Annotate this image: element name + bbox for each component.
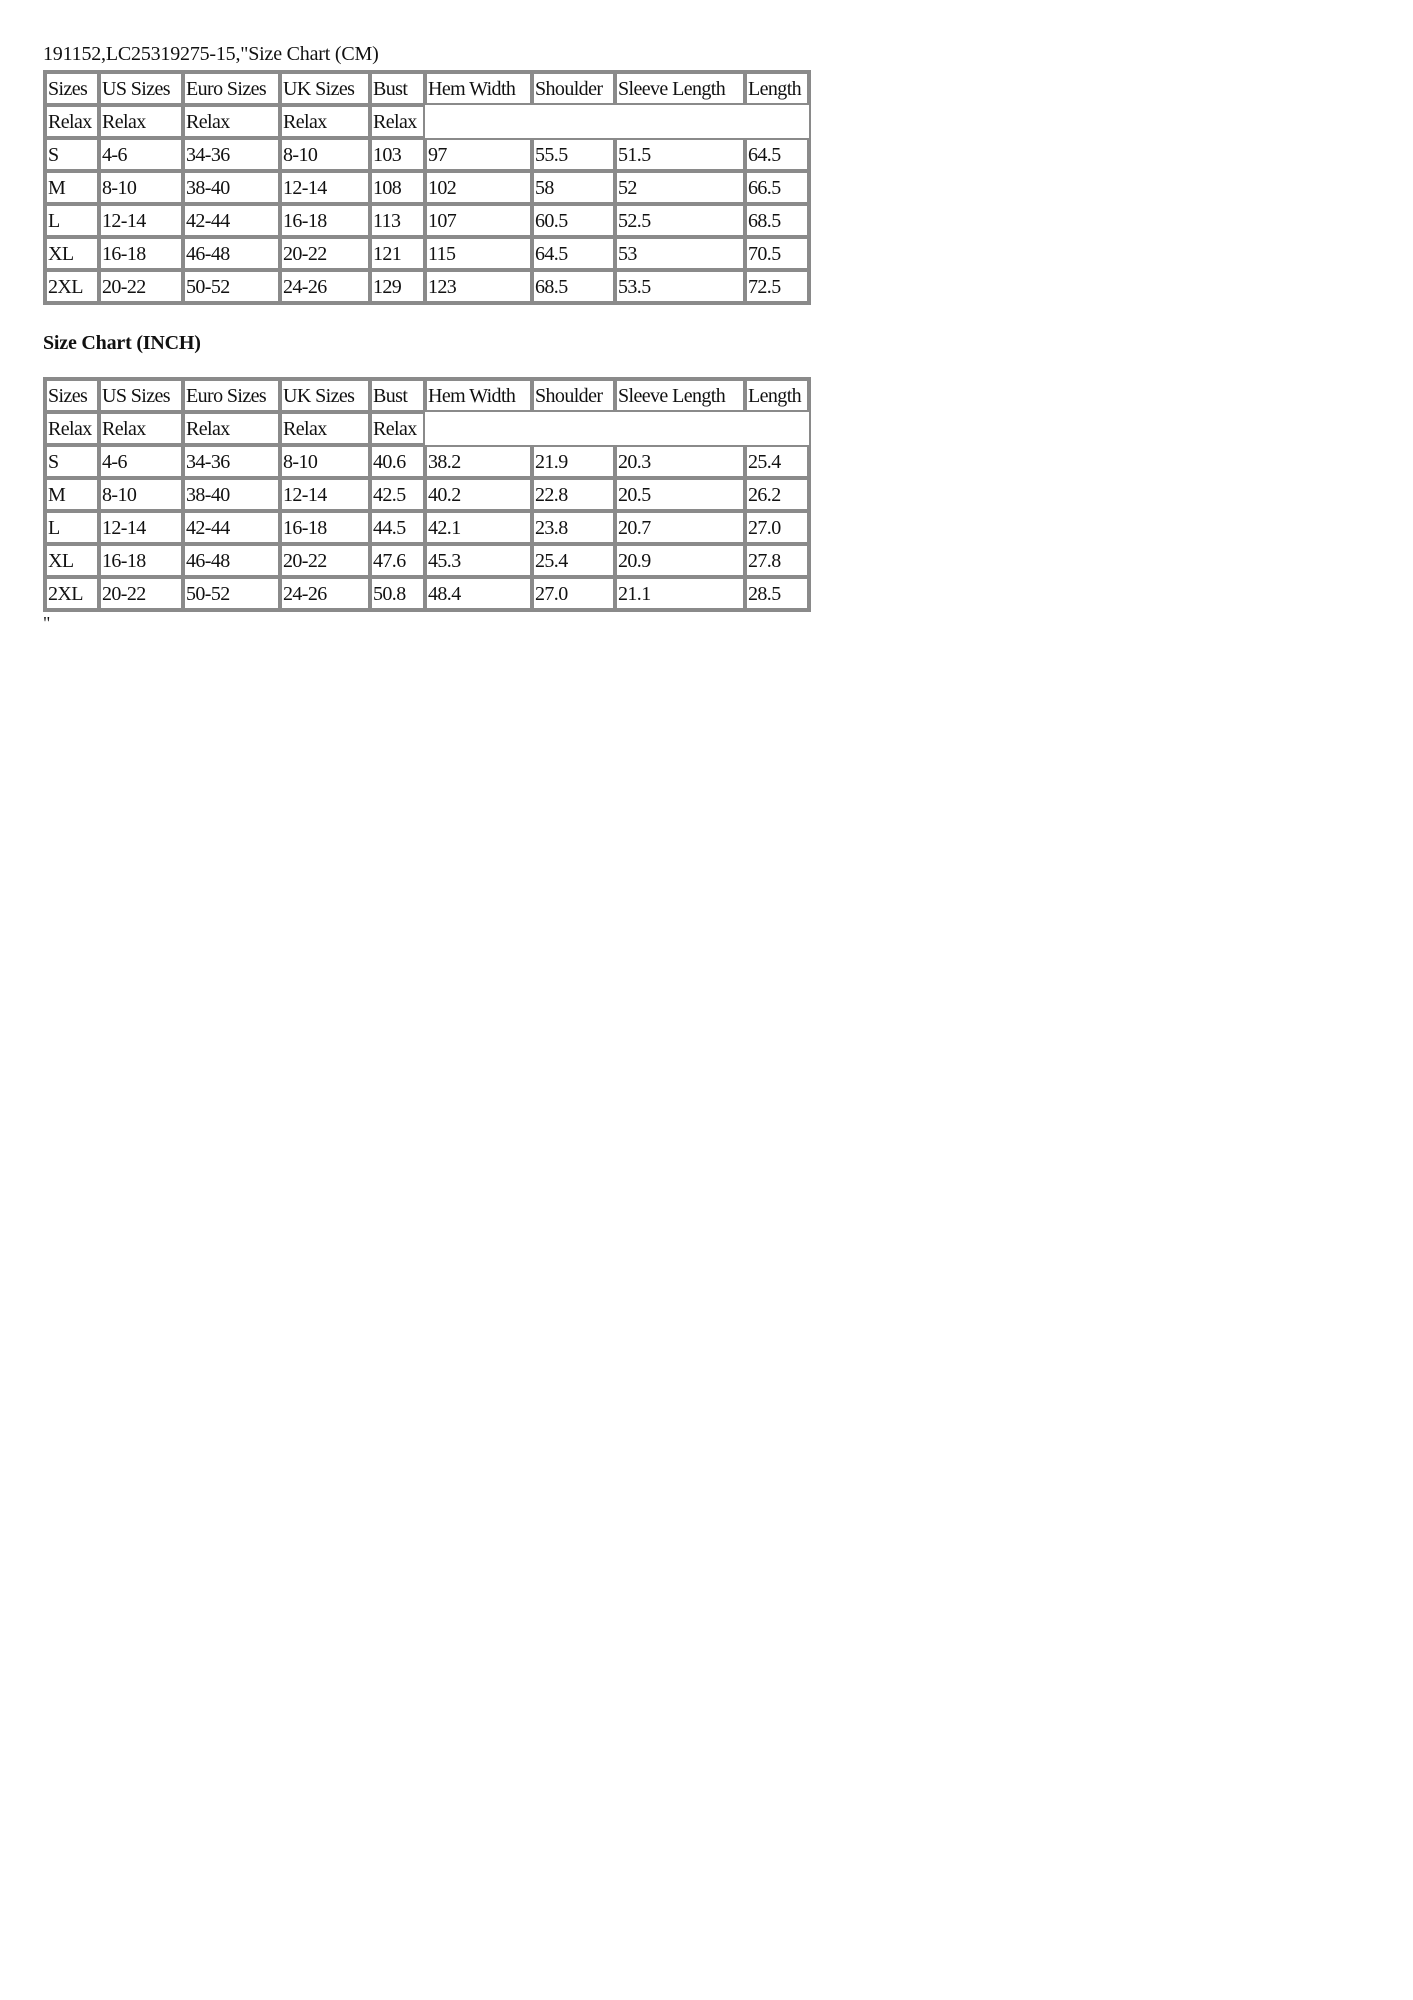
fit-type-cell: Relax (183, 412, 280, 445)
table-row (45, 237, 809, 270)
table-cell: 20.3 (615, 445, 745, 478)
table-cell: 20.5 (615, 478, 745, 511)
table-row (45, 445, 809, 478)
closing-quote: " (43, 613, 51, 633)
table-cell: 12-14 (99, 204, 183, 237)
table-cell: S (45, 138, 99, 171)
table-cell: 107 (425, 204, 532, 237)
table-cell: 66.5 (745, 171, 809, 204)
column-header: Length (745, 72, 809, 105)
table-cell: 20.9 (615, 544, 745, 577)
column-header: Shoulder (532, 72, 615, 105)
table-cell: 8-10 (280, 445, 370, 478)
table-cell: 20.7 (615, 511, 745, 544)
table-cell: 70.5 (745, 237, 809, 270)
table-cell: 16-18 (99, 544, 183, 577)
table-cell: 60.5 (532, 204, 615, 237)
table-cell: 8-10 (280, 138, 370, 171)
table-cell: 8-10 (99, 171, 183, 204)
fit-type-row (45, 412, 809, 445)
table-cell: 50.8 (370, 577, 425, 610)
table-cell: 25.4 (745, 445, 809, 478)
fit-type-cell: Relax (99, 105, 183, 138)
table-cell: 42.5 (370, 478, 425, 511)
fit-type-cell: Relax (280, 412, 370, 445)
table-cell: S (45, 445, 99, 478)
table-cell: 48.4 (425, 577, 532, 610)
table-cell: 27.0 (745, 511, 809, 544)
table-cell: 20-22 (99, 577, 183, 610)
table-cell: 108 (370, 171, 425, 204)
fit-type-row (45, 105, 809, 138)
table-cell: 38-40 (183, 171, 280, 204)
column-header: Sizes (45, 72, 99, 105)
table-row (45, 544, 809, 577)
size-chart-inch-table (43, 377, 811, 612)
table-row (45, 577, 809, 610)
document-page (43, 42, 811, 632)
table-cell: 55.5 (532, 138, 615, 171)
table-cell: 4-6 (99, 138, 183, 171)
table-cell: 42-44 (183, 204, 280, 237)
table-cell: 16-18 (99, 237, 183, 270)
table-cell: M (45, 171, 99, 204)
table-cell: L (45, 511, 99, 544)
column-header: Hem Width (425, 72, 532, 105)
table-row (45, 204, 809, 237)
size-chart-inch-body (45, 379, 809, 610)
table-header-row (45, 379, 809, 412)
table-cell: 102 (425, 171, 532, 204)
table-cell: 22.8 (532, 478, 615, 511)
table-cell: 52.5 (615, 204, 745, 237)
table-row (45, 270, 809, 303)
table-cell: 20-22 (99, 270, 183, 303)
empty-cell (425, 412, 809, 445)
table-cell: 26.2 (745, 478, 809, 511)
table-cell: 46-48 (183, 544, 280, 577)
table-cell: 97 (425, 138, 532, 171)
table-cell: 44.5 (370, 511, 425, 544)
table-cell: 40.6 (370, 445, 425, 478)
table-row (45, 138, 809, 171)
table-cell: 72.5 (745, 270, 809, 303)
table-cell: 21.9 (532, 445, 615, 478)
column-header: Shoulder (532, 379, 615, 412)
table-cell: 40.2 (425, 478, 532, 511)
table-cell: 45.3 (425, 544, 532, 577)
table-cell: L (45, 204, 99, 237)
table-cell: 16-18 (280, 204, 370, 237)
column-header: Euro Sizes (183, 72, 280, 105)
product-header-line: 191152,LC25319275-15,"Size Chart (CM) (43, 43, 379, 65)
table-cell: 115 (425, 237, 532, 270)
table-cell: 27.8 (745, 544, 809, 577)
column-header: Sizes (45, 379, 99, 412)
table-cell: 4-6 (99, 445, 183, 478)
table-cell: 20-22 (280, 544, 370, 577)
fit-type-cell: Relax (370, 105, 425, 138)
fit-type-cell: Relax (370, 412, 425, 445)
column-header: Length (745, 379, 809, 412)
table-cell: 53.5 (615, 270, 745, 303)
table-cell: 23.8 (532, 511, 615, 544)
table-cell: 2XL (45, 577, 99, 610)
size-chart-cm-body (45, 72, 809, 303)
column-header: UK Sizes (280, 72, 370, 105)
table-header-row (45, 72, 809, 105)
table-cell: 52 (615, 171, 745, 204)
column-header: US Sizes (99, 379, 183, 412)
table-cell: XL (45, 237, 99, 270)
table-cell: 25.4 (532, 544, 615, 577)
table-cell: 34-36 (183, 138, 280, 171)
table-cell: 64.5 (745, 138, 809, 171)
table-cell: 20-22 (280, 237, 370, 270)
table-cell: 53 (615, 237, 745, 270)
table-cell: 12-14 (280, 171, 370, 204)
size-chart-cm-table (43, 70, 811, 305)
table-cell: 24-26 (280, 577, 370, 610)
column-header: Bust (370, 379, 425, 412)
table-row (45, 171, 809, 204)
table-cell: 113 (370, 204, 425, 237)
table-cell: 12-14 (99, 511, 183, 544)
table-cell: 103 (370, 138, 425, 171)
table-row (45, 511, 809, 544)
table-cell: 123 (425, 270, 532, 303)
column-header: UK Sizes (280, 379, 370, 412)
table-cell: 28.5 (745, 577, 809, 610)
table-row (45, 478, 809, 511)
table-cell: 12-14 (280, 478, 370, 511)
table-cell: 38.2 (425, 445, 532, 478)
table-cell: 50-52 (183, 270, 280, 303)
table-cell: 21.1 (615, 577, 745, 610)
column-header: Euro Sizes (183, 379, 280, 412)
table-cell: 46-48 (183, 237, 280, 270)
fit-type-cell: Relax (99, 412, 183, 445)
table-cell: 68.5 (745, 204, 809, 237)
table-cell: 47.6 (370, 544, 425, 577)
table-cell: 42.1 (425, 511, 532, 544)
table-cell: 38-40 (183, 478, 280, 511)
table-cell: 129 (370, 270, 425, 303)
column-header: Sleeve Length (615, 379, 745, 412)
fit-type-cell: Relax (45, 105, 99, 138)
column-header: US Sizes (99, 72, 183, 105)
fit-type-cell: Relax (280, 105, 370, 138)
size-chart-inch-title: Size Chart (INCH) (43, 332, 201, 354)
table-cell: 50-52 (183, 577, 280, 610)
column-header: Bust (370, 72, 425, 105)
table-cell: 2XL (45, 270, 99, 303)
table-cell: 16-18 (280, 511, 370, 544)
fit-type-cell: Relax (183, 105, 280, 138)
table-cell: 34-36 (183, 445, 280, 478)
column-header: Sleeve Length (615, 72, 745, 105)
table-cell: 121 (370, 237, 425, 270)
table-cell: XL (45, 544, 99, 577)
table-cell: 51.5 (615, 138, 745, 171)
table-cell: 24-26 (280, 270, 370, 303)
table-cell: 8-10 (99, 478, 183, 511)
fit-type-cell: Relax (45, 412, 99, 445)
table-cell: 58 (532, 171, 615, 204)
table-cell: 68.5 (532, 270, 615, 303)
empty-cell (425, 105, 809, 138)
table-cell: 64.5 (532, 237, 615, 270)
table-cell: M (45, 478, 99, 511)
column-header: Hem Width (425, 379, 532, 412)
table-cell: 42-44 (183, 511, 280, 544)
table-cell: 27.0 (532, 577, 615, 610)
